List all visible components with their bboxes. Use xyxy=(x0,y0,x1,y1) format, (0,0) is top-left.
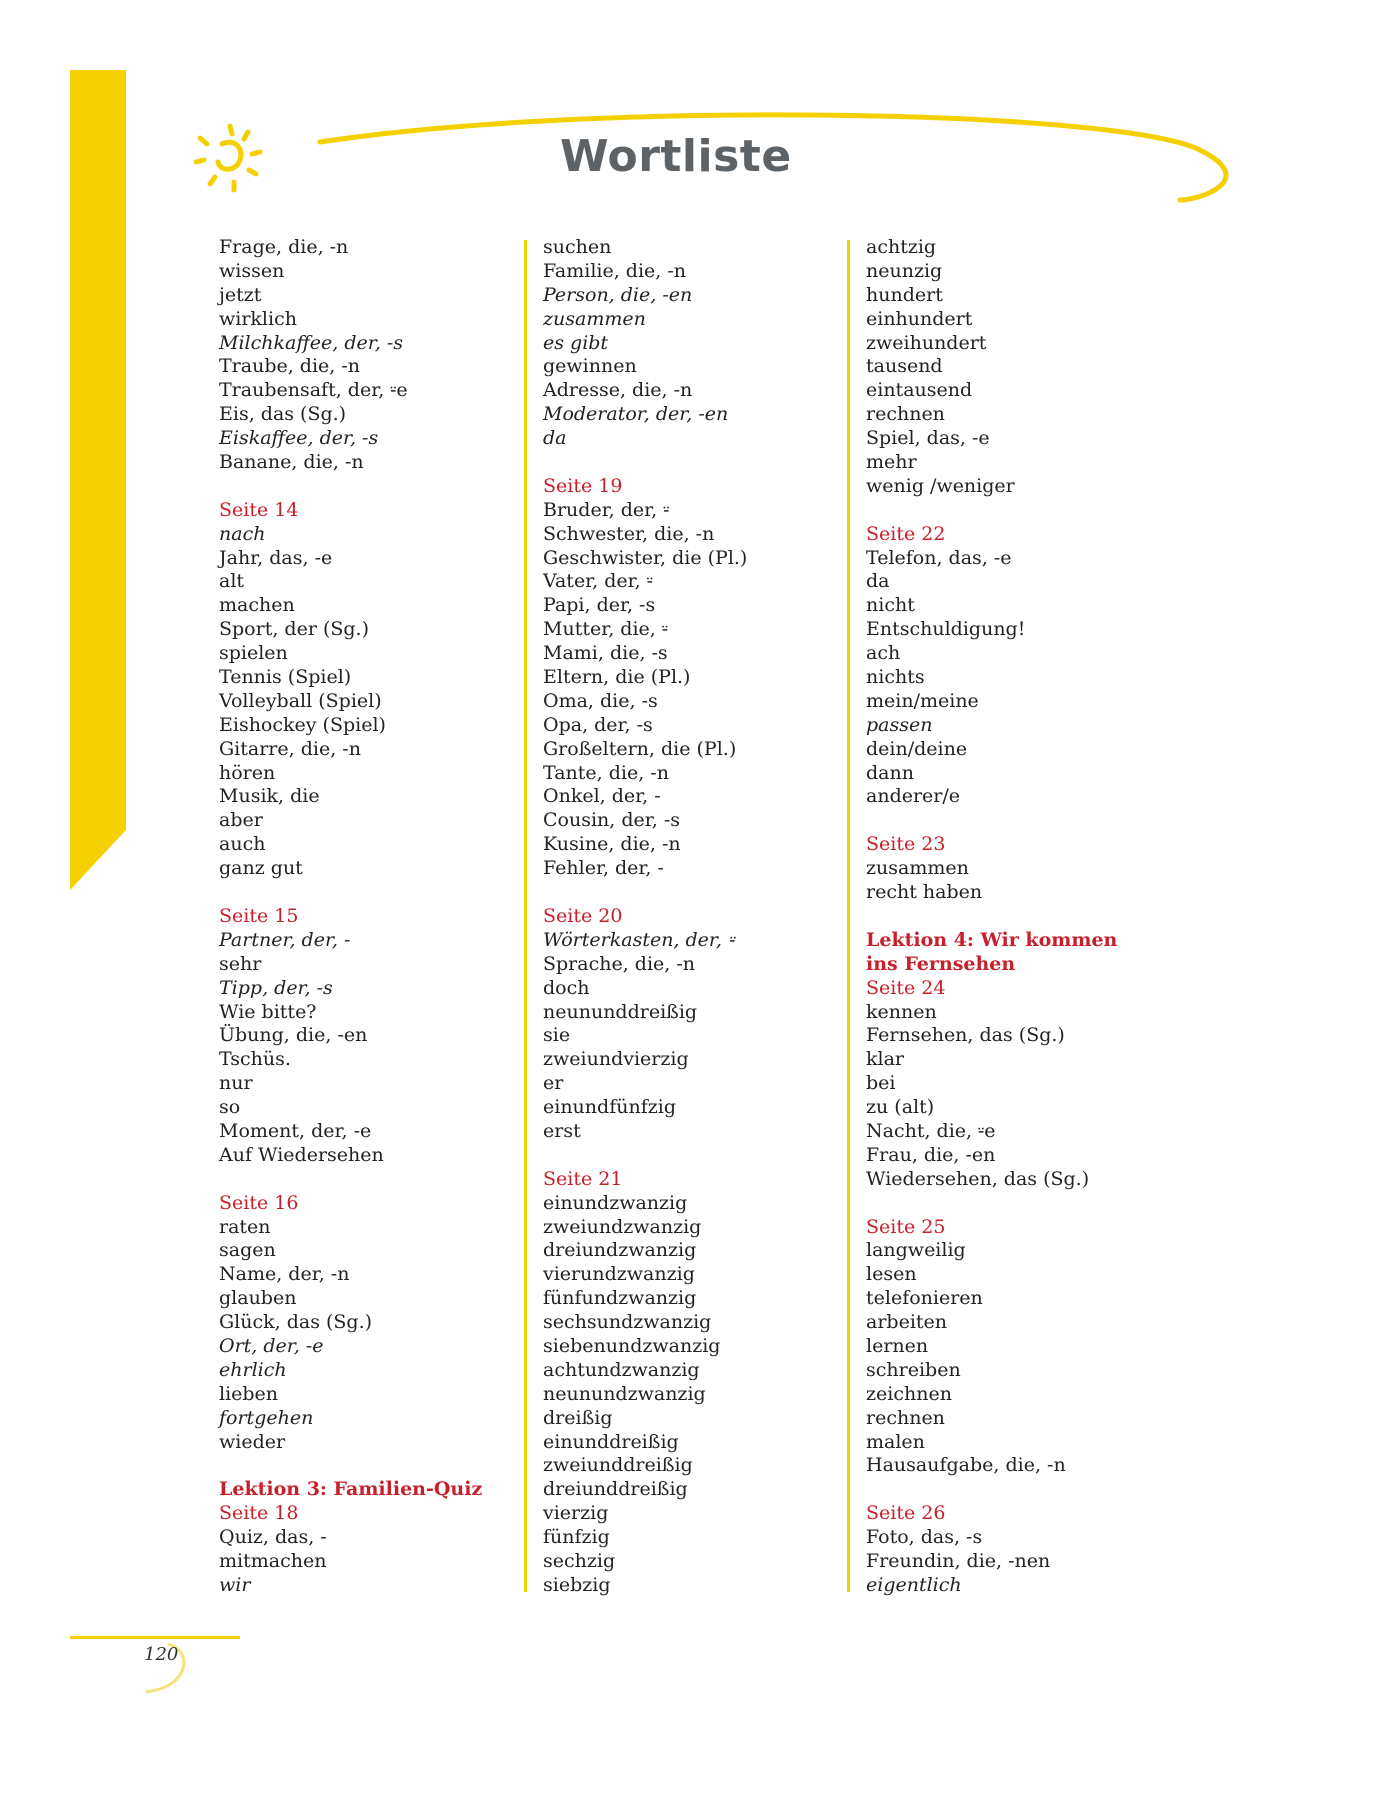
spacer xyxy=(219,881,519,905)
word-entry: alt xyxy=(219,570,245,593)
page-title: Wortliste xyxy=(560,131,792,182)
spacer xyxy=(543,451,843,475)
word-entry: Sprache, die, -n xyxy=(543,952,696,975)
word-entry: gewinnen xyxy=(543,355,637,378)
word-entry: zweihundert xyxy=(866,331,987,354)
spacer xyxy=(866,1192,1166,1216)
word-entry: wir xyxy=(219,1573,251,1596)
spacer xyxy=(866,1478,1166,1502)
word-entry: zu (alt) xyxy=(866,1096,935,1119)
word-entry: Papi, der, -s xyxy=(543,594,656,617)
word-entry: Moment, der, -e xyxy=(219,1119,372,1142)
word-entry: da xyxy=(866,570,890,593)
page-section-heading: Seite 14 xyxy=(219,498,299,521)
page-section-heading: Seite 26 xyxy=(866,1502,946,1525)
spacer xyxy=(866,809,1166,833)
word-entry: Wörterkasten, der, ⸚ xyxy=(543,928,735,951)
word-entry: zeichnen xyxy=(866,1382,952,1405)
word-entry: Familie, die, -n xyxy=(543,259,687,282)
word-entry: zweiunddreißig xyxy=(543,1454,693,1477)
word-entry: Cousin, der, -s xyxy=(543,809,681,832)
word-entry: machen xyxy=(219,594,295,617)
page-section-heading: Seite 22 xyxy=(866,522,946,545)
word-entry: Foto, das, -s xyxy=(866,1526,983,1549)
word-entry: Schwester, die, -n xyxy=(543,522,715,545)
page-section-heading: Seite 23 xyxy=(866,833,946,856)
word-column-2 xyxy=(543,236,843,1598)
word-entry: neununddreißig xyxy=(543,1000,698,1023)
page-section-heading: Seite 18 xyxy=(219,1502,299,1525)
word-entry: achtzig xyxy=(866,236,937,258)
column-divider xyxy=(847,240,850,1592)
word-entry: Frage, die, -n xyxy=(219,236,349,258)
word-entry: zusammen xyxy=(866,857,969,880)
word-entry: Adresse, die, -n xyxy=(543,379,693,402)
spacer xyxy=(219,1454,519,1478)
word-entry: Musik, die xyxy=(219,785,320,808)
word-entry: Hausaufgabe, die, -n xyxy=(866,1454,1066,1477)
word-entry: raten xyxy=(219,1215,271,1238)
word-entry: Eltern, die (Pl.) xyxy=(543,666,691,689)
word-entry: Fehler, der, - xyxy=(543,857,664,880)
word-entry: einunddreißig xyxy=(543,1430,679,1453)
word-entry: Tschüs. xyxy=(219,1048,291,1071)
word-entry: Glück, das (Sg.) xyxy=(219,1311,373,1334)
page-section-heading: Seite 19 xyxy=(543,474,623,497)
column-divider xyxy=(524,240,527,1592)
word-entry: dein/deine xyxy=(866,737,968,760)
word-entry: kennen xyxy=(866,1000,937,1023)
word-entry: so xyxy=(219,1096,241,1119)
footer-rule xyxy=(70,1636,240,1639)
word-entry: es gibt xyxy=(543,331,609,354)
word-entry: Traube, die, -n xyxy=(219,355,361,378)
word-entry: malen xyxy=(866,1430,925,1453)
spacer xyxy=(219,475,519,499)
word-entry: Opa, der, -s xyxy=(543,713,653,736)
word-entry: Telefon, das, -e xyxy=(866,546,1012,569)
word-entry: dann xyxy=(866,761,914,784)
word-entry: vierundzwanzig xyxy=(543,1263,695,1286)
word-entry: Mutter, die, ⸚ xyxy=(543,618,668,641)
word-entry: nur xyxy=(219,1072,253,1095)
word-entry: vierzig xyxy=(543,1502,609,1525)
page-section-heading: Seite 20 xyxy=(543,904,623,927)
word-entry: doch xyxy=(543,976,590,999)
word-entry: eintausend xyxy=(866,379,973,402)
word-entry: aber xyxy=(219,809,263,832)
word-entry: auch xyxy=(219,833,266,856)
lesson-heading: Lektion 4: Wir kommen xyxy=(866,928,1118,951)
word-entry: Frau, die, -en xyxy=(866,1143,996,1166)
page-number: 120 xyxy=(144,1644,179,1665)
word-entry: anderer/e xyxy=(866,785,961,808)
word-entry: nichts xyxy=(866,666,925,689)
word-entry: zweiundzwanzig xyxy=(543,1215,702,1238)
word-entry: schreiben xyxy=(866,1358,961,1381)
word-entry: wissen xyxy=(219,259,285,282)
word-entry: hundert xyxy=(866,283,943,306)
word-entry: neunzig xyxy=(866,259,943,282)
word-entry: ehrlich xyxy=(219,1358,287,1381)
word-entry: bei xyxy=(866,1072,896,1095)
word-entry: Freundin, die, -nen xyxy=(866,1549,1051,1572)
word-entry: rechnen xyxy=(866,403,945,426)
word-entry: glauben xyxy=(219,1287,297,1310)
word-entry: Wie bitte? xyxy=(219,1000,317,1023)
page-section-heading: Seite 21 xyxy=(543,1167,623,1190)
word-column-3 xyxy=(866,236,1166,1598)
word-entry: Tennis (Spiel) xyxy=(219,666,352,689)
word-entry: zweiundvierzig xyxy=(543,1048,689,1071)
word-entry: nach xyxy=(219,522,266,545)
word-entry: dreiunddreißig xyxy=(543,1478,688,1501)
word-entry: Traubensaft, der, ⸚e xyxy=(219,379,408,402)
word-entry: hören xyxy=(219,761,276,784)
word-entry: fünfzig xyxy=(543,1526,610,1549)
word-entry: Spiel, das, -e xyxy=(866,427,990,450)
word-entry: mein/meine xyxy=(866,689,979,712)
word-entry: dreiundzwanzig xyxy=(543,1239,697,1262)
word-entry: Wiedersehen, das (Sg.) xyxy=(866,1167,1090,1190)
word-entry: er xyxy=(543,1072,564,1095)
word-entry: sechsundzwanzig xyxy=(543,1311,712,1334)
spacer xyxy=(866,905,1166,929)
word-entry: langweilig xyxy=(866,1239,966,1262)
word-entry: Ort, der, -e xyxy=(219,1334,324,1357)
word-entry: Name, der, -n xyxy=(219,1263,350,1286)
spacer xyxy=(543,1144,843,1168)
word-entry: Sport, der (Sg.) xyxy=(219,618,369,641)
word-entry: mitmachen xyxy=(219,1549,327,1572)
lesson-heading: ins Fernsehen xyxy=(866,952,1016,975)
word-entry: einundfünfzig xyxy=(543,1096,676,1119)
word-column-1 xyxy=(219,236,519,1598)
word-entry: Quiz, das, - xyxy=(219,1526,327,1549)
word-entry: Onkel, der, - xyxy=(543,785,661,808)
word-entry: suchen xyxy=(543,236,612,258)
word-entry: neunundzwanzig xyxy=(543,1382,706,1405)
spacer xyxy=(543,881,843,905)
sun-logo-icon xyxy=(190,122,272,198)
word-entry: ach xyxy=(866,642,901,665)
word-entry: fünfundzwanzig xyxy=(543,1287,697,1310)
word-entry: wirklich xyxy=(219,307,297,330)
word-entry: Partner, der, - xyxy=(219,928,351,951)
word-entry: mehr xyxy=(866,451,917,474)
word-entry: achtundzwanzig xyxy=(543,1358,700,1381)
word-entry: sechzig xyxy=(543,1549,616,1572)
word-entry: Eiskaffee, der, -s xyxy=(219,427,379,450)
word-entry: siebzig xyxy=(543,1573,611,1596)
word-entry: Volleyball (Spiel) xyxy=(219,689,382,712)
word-entry: Vater, der, ⸚ xyxy=(543,570,653,593)
word-entry: Banane, die, -n xyxy=(219,451,364,474)
word-entry: sie xyxy=(543,1024,571,1047)
word-entry: Auf Wiedersehen xyxy=(219,1143,384,1166)
spacer xyxy=(866,499,1166,523)
spacer xyxy=(219,1168,519,1192)
word-entry: sehr xyxy=(219,952,262,975)
word-entry: einhundert xyxy=(866,307,973,330)
page-section-heading: Seite 15 xyxy=(219,904,299,927)
word-entry: Person, die, -en xyxy=(543,283,693,306)
word-entry: Jahr, das, -e xyxy=(219,546,333,569)
word-entry: Gitarre, die, -n xyxy=(219,737,361,760)
word-entry: lernen xyxy=(866,1334,929,1357)
word-entry: wieder xyxy=(219,1430,286,1453)
word-entry: Bruder, der, ⸚ xyxy=(543,498,670,521)
word-entry: passen xyxy=(866,713,933,736)
word-entry: Milchkaffee, der, -s xyxy=(219,331,404,354)
word-entry: klar xyxy=(866,1048,904,1071)
word-entry: Oma, die, -s xyxy=(543,689,658,712)
word-entry: nicht xyxy=(866,594,915,617)
word-entry: Nacht, die, ⸚e xyxy=(866,1119,996,1142)
word-entry: Übung, die, -en xyxy=(219,1024,368,1047)
word-entry: siebenundzwanzig xyxy=(543,1334,721,1357)
word-entry: tausend xyxy=(866,355,943,378)
word-entry: spielen xyxy=(219,642,288,665)
word-entry: Kusine, die, -n xyxy=(543,833,681,856)
word-entry: arbeiten xyxy=(866,1311,948,1334)
page-section-heading: Seite 25 xyxy=(866,1215,946,1238)
word-entry: lesen xyxy=(866,1263,917,1286)
word-entry: lieben xyxy=(219,1382,279,1405)
word-entry: sagen xyxy=(219,1239,276,1262)
word-entry: einundzwanzig xyxy=(543,1191,688,1214)
word-entry: dreißig xyxy=(543,1406,613,1429)
word-entry: zusammen xyxy=(543,307,646,330)
word-entry: Moderator, der, -en xyxy=(543,403,729,426)
word-entry: erst xyxy=(543,1119,581,1142)
word-entry: Geschwister, die (Pl.) xyxy=(543,546,748,569)
word-entry: wenig /weniger xyxy=(866,474,1015,497)
word-entry: Eis, das (Sg.) xyxy=(219,403,347,426)
page-section-heading: Seite 16 xyxy=(219,1191,299,1214)
word-entry: recht haben xyxy=(866,881,983,904)
word-entry: Großeltern, die (Pl.) xyxy=(543,737,737,760)
word-entry: rechnen xyxy=(866,1406,945,1429)
word-entry: ganz gut xyxy=(219,857,303,880)
word-entry: Mami, die, -s xyxy=(543,642,668,665)
word-entry: fortgehen xyxy=(219,1406,314,1429)
yellow-margin-bar xyxy=(70,70,126,890)
word-entry: jetzt xyxy=(219,283,262,306)
word-entry: da xyxy=(543,427,567,450)
word-entry: eigentlich xyxy=(866,1573,962,1596)
word-entry: Fernsehen, das (Sg.) xyxy=(866,1024,1065,1047)
word-entry: Tante, die, -n xyxy=(543,761,669,784)
word-entry: Eishockey (Spiel) xyxy=(219,713,386,736)
word-entry: telefonieren xyxy=(866,1287,983,1310)
page-section-heading: Seite 24 xyxy=(866,976,946,999)
word-entry: Tipp, der, -s xyxy=(219,976,333,999)
word-entry: Entschuldigung! xyxy=(866,618,1026,641)
lesson-heading: Lektion 3: Familien-Quiz xyxy=(219,1478,483,1501)
